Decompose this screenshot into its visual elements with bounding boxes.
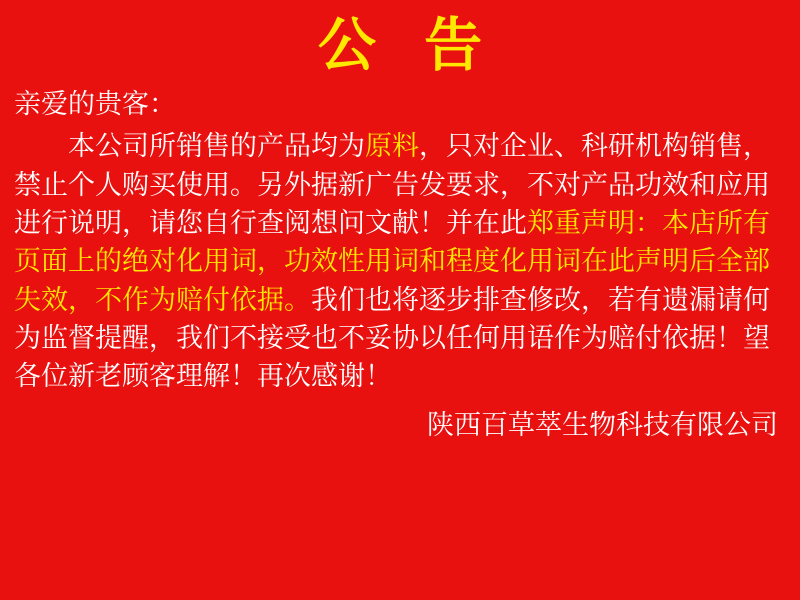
paragraph-segment-2: ，只对企业、科研机构销售，禁止个人购买使用。另外据新广告发要求，不对产品功效和应用进行说明，请您自行查阅想问文献！并在此 (14, 131, 770, 239)
notice-body (0, 86, 800, 397)
page-title: 公 告 (317, 11, 497, 79)
paragraph-segment-1: 本公司所销售的产品均为 (68, 131, 365, 163)
highlight-raw-material: 原料 (365, 131, 419, 163)
highlight-solemn-declaration: 郑重声明：本店所有页面上的绝对化用词，功效性用词和程度化用词在此声明后全部失效，不作为赔付依据。 (14, 207, 770, 316)
notice-paragraph (14, 128, 786, 396)
company-signature: 陕西百草萃生物科技有限公司 (427, 409, 778, 441)
paragraph-segment-3: 我们也将逐步排查修改，若有遗漏请何为监督提醒，我们不接受也不妥协以任何用语作为赔付依据！望各位新老顾客理解！再次感谢！ (14, 284, 770, 393)
salutation-text: 亲爱的贵客： (14, 89, 176, 120)
